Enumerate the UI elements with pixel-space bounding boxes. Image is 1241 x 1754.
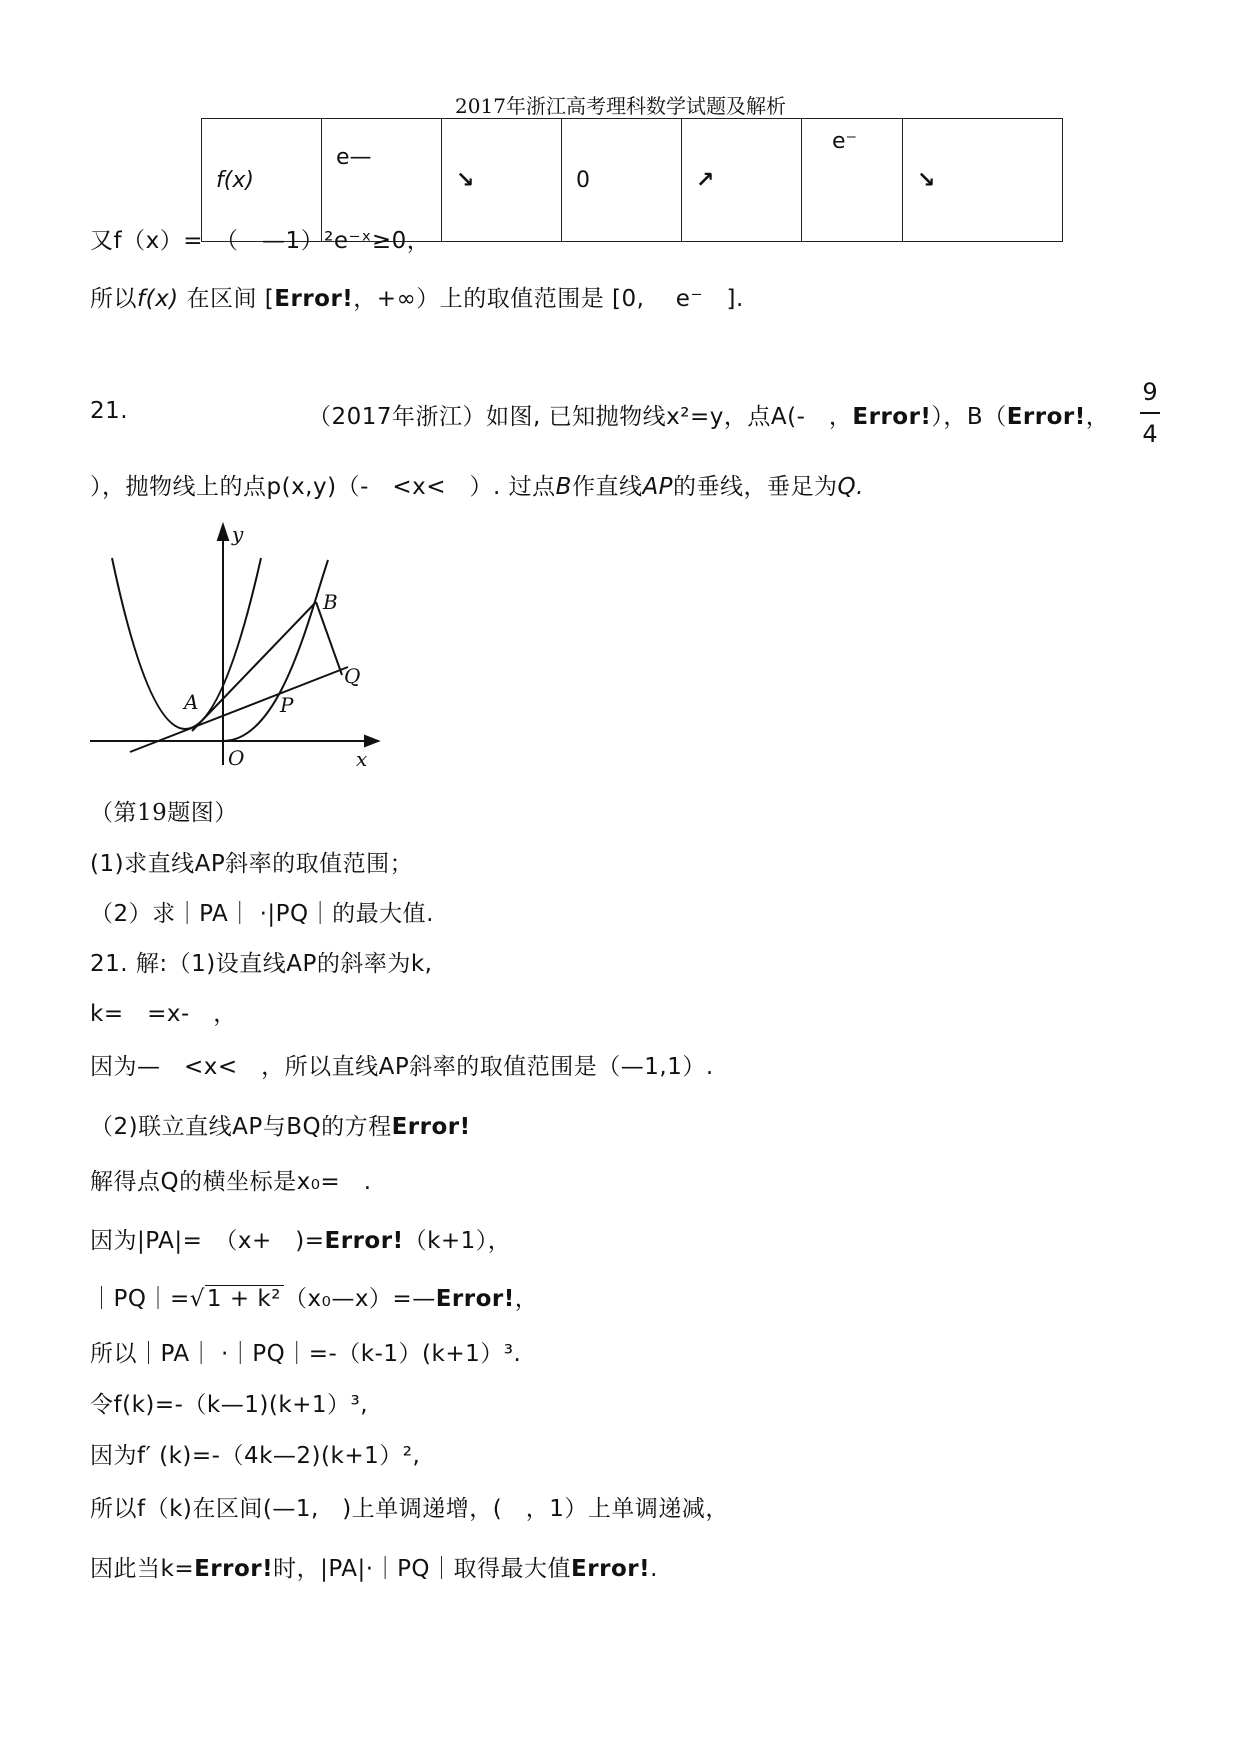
label-p: P bbox=[280, 693, 294, 717]
line-label: AP bbox=[642, 474, 674, 500]
text-line: (1)求直线AP斜率的取值范围； bbox=[90, 851, 414, 877]
sqrt-radicand: 1 + k² bbox=[205, 1285, 284, 1312]
error-field: Error! bbox=[391, 1114, 471, 1140]
text-span: 作直线 bbox=[571, 474, 643, 500]
point-label: B bbox=[555, 474, 572, 500]
text-span: （x₀—x）=— bbox=[283, 1286, 436, 1312]
text-span: . bbox=[650, 1556, 658, 1582]
fraction bbox=[1138, 378, 1162, 448]
table-cell: 0 bbox=[562, 119, 682, 242]
text-line: 21. 解:（1)设直线AP的斜率为k, bbox=[90, 951, 433, 977]
question-number: 21. bbox=[90, 398, 129, 424]
text-line: 因为f′ (k)=-（4k—2)(k+1）², bbox=[90, 1443, 421, 1469]
text-span: 时，|PA|·｜PQ｜取得最大值 bbox=[273, 1556, 572, 1582]
text-span: （k+1）， bbox=[403, 1228, 512, 1254]
label-q: Q bbox=[344, 664, 361, 688]
text-span: ），B（ bbox=[931, 404, 1007, 430]
text-span: ｜PQ｜= bbox=[90, 1286, 190, 1312]
text-span: （2017年浙江）如图, 已知抛物线 bbox=[308, 404, 667, 430]
label-x: x bbox=[356, 747, 368, 771]
table-cell: ↘ bbox=[442, 119, 562, 242]
text-line: 所以f（k)在区间(—1, )上单调递增，( ，1）上单调递减， bbox=[90, 1496, 729, 1522]
point-label: Q. bbox=[837, 474, 864, 500]
text-span: ），抛物线上的点 bbox=[90, 474, 267, 500]
error-field: Error! bbox=[194, 1556, 274, 1582]
fraction-numerator: 9 bbox=[1142, 378, 1158, 406]
page-header: 2017年浙江高考理科数学试题及解析 bbox=[455, 94, 786, 118]
text-line: k= =x- ， bbox=[90, 1001, 237, 1027]
parabola-x2 bbox=[223, 560, 328, 741]
parabola-figure bbox=[80, 520, 400, 780]
sqrt-expression bbox=[190, 1286, 284, 1312]
label-o: O bbox=[228, 746, 245, 770]
text-span: ，+∞）上的取值范围是 [0, e⁻ ]. bbox=[353, 286, 744, 312]
table-cell: e⁻ bbox=[802, 119, 903, 242]
sqrt-sign: √ bbox=[189, 1286, 205, 1312]
text-span: ， bbox=[1085, 404, 1110, 430]
label-b: B bbox=[323, 590, 338, 614]
error-field: Error! bbox=[324, 1228, 404, 1254]
x-axis-arrow bbox=[365, 736, 378, 746]
label-a: A bbox=[184, 690, 199, 714]
error-field: Error! bbox=[435, 1286, 515, 1312]
error-field: Error! bbox=[852, 404, 932, 430]
text-span: x²=y，点A(- ， bbox=[666, 404, 853, 430]
table-cell: ↗ bbox=[682, 119, 802, 242]
figure-caption: （第19题图） bbox=[90, 800, 238, 826]
text-line: 令f(k)=-（k—1)(k+1）³, bbox=[90, 1392, 369, 1418]
text-span: p(x,y)（- <x< ）. 过点 bbox=[266, 474, 556, 500]
line-ap bbox=[130, 667, 348, 752]
text-span: （2)联立直线AP与BQ的方程 bbox=[90, 1114, 392, 1140]
text-line: （2）求｜PA｜ ·|PQ｜的最大值. bbox=[90, 901, 434, 927]
error-field: Error! bbox=[1006, 404, 1086, 430]
error-field: Error! bbox=[274, 286, 354, 312]
text-span: 在区间 [ bbox=[178, 286, 275, 312]
text-span: 所以 bbox=[90, 286, 137, 312]
text-line bbox=[90, 1222, 511, 1255]
table-row-label: f(x) bbox=[202, 119, 322, 242]
fraction-bar bbox=[1140, 412, 1160, 414]
text-span: ， bbox=[514, 1286, 539, 1312]
question-text bbox=[308, 398, 1109, 431]
text-span: 因此当k= bbox=[90, 1556, 195, 1582]
error-field: Error! bbox=[571, 1556, 651, 1582]
line-ab bbox=[192, 602, 316, 731]
text-line bbox=[90, 468, 864, 501]
label-y: y bbox=[232, 522, 244, 546]
text-line bbox=[90, 1550, 658, 1583]
y-axis-arrow bbox=[218, 525, 228, 540]
text-line: 因为— <x< ，所以直线AP斜率的取值范围是（—1,1）. bbox=[90, 1054, 714, 1080]
text-span: 因为|PA|= （x+ )= bbox=[90, 1228, 325, 1254]
text-line bbox=[90, 1280, 538, 1313]
fraction-denominator: 4 bbox=[1142, 419, 1158, 448]
text-line: 又f（x）= （ —1）²e⁻ˣ≥0， bbox=[90, 228, 431, 254]
text-line: 解得点Q的横坐标是x₀= . bbox=[90, 1169, 372, 1195]
function-symbol: f(x) bbox=[137, 286, 179, 312]
text-span: 的垂线，垂足为 bbox=[673, 474, 838, 500]
text-line bbox=[90, 280, 744, 313]
table-cell: e— bbox=[322, 119, 442, 242]
table-cell: ↘ bbox=[903, 119, 1063, 242]
text-line bbox=[90, 1108, 471, 1141]
text-line: 所以｜PA｜ ·｜PQ｜=-（k-1）(k+1）³. bbox=[90, 1341, 522, 1367]
